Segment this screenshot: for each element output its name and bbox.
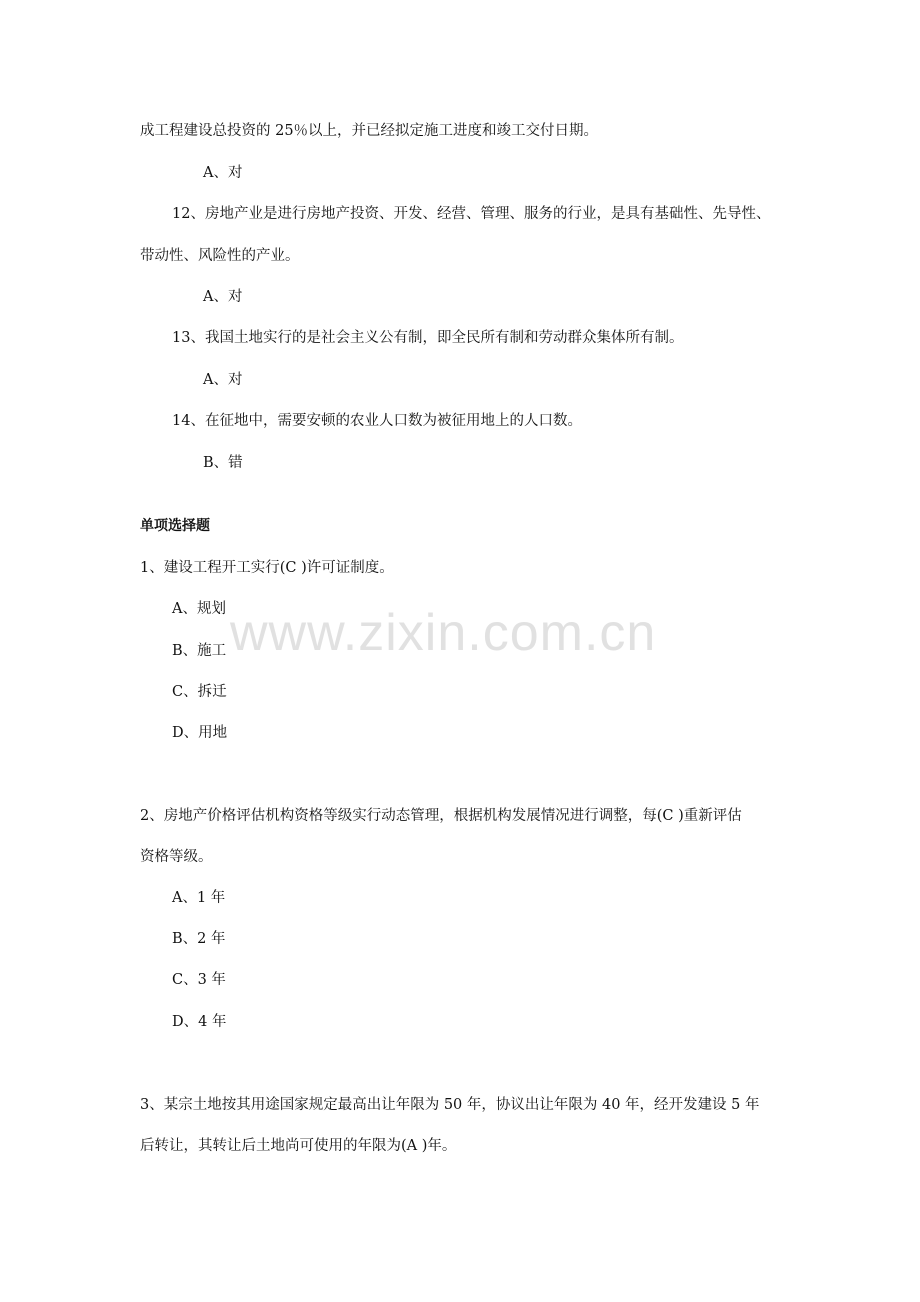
sc-q1-option-d: D、用地 (172, 725, 228, 741)
sc-q1-option-a: A、规划 (172, 601, 226, 617)
sc-q2-option-b: B、2 年 (172, 931, 226, 947)
q11-text-tail: 成工程建设总投资的 25％以上，并已经拟定施工进度和竣工交付日期。 (140, 123, 599, 139)
q11-answer: A、对 (203, 165, 243, 181)
sc-q3-text-line1: 3、某宗土地按其用途国家规定最高出让年限为 50 年，协议出让年限为 40 年，经开发建设 5 年 (140, 1097, 760, 1113)
sc-q3-text-line2: 后转让，其转让后土地尚可使用的年限为(A )年。 (140, 1138, 457, 1154)
sc-q2-text-line1: 2、房地产价格评估机构资格等级实行动态管理，根据机构发展情况进行调整，每(C )重新评估 (140, 808, 742, 824)
q14-answer: B、错 (203, 455, 243, 471)
watermark: www.zixin.com.cn (230, 604, 657, 662)
sc-q2-text-line2: 资格等级。 (140, 849, 213, 865)
q14-text: 14、在征地中，需要安顿的农业人口数为被征用地上的人口数。 (172, 413, 582, 429)
sc-q2-option-a: A、1 年 (172, 890, 226, 906)
sc-q2-option-d: D、4 年 (172, 1014, 227, 1030)
sc-q1-text: 1、建设工程开工实行(C )许可证制度。 (140, 560, 394, 576)
q12-text-line2: 带动性、风险性的产业。 (140, 248, 300, 264)
q12-answer: A、对 (203, 289, 243, 305)
q13-answer: A、对 (203, 372, 243, 388)
sc-q2-option-c: C、3 年 (172, 972, 226, 988)
sc-q1-option-b: B、施工 (172, 643, 227, 659)
q12-text-line1: 12、房地产业是进行房地产投资、开发、经营、管理、服务的行业，是具有基础性、先导性、 (172, 206, 771, 222)
sc-q1-option-c: C、拆迁 (172, 684, 227, 700)
q13-text: 13、我国土地实行的是社会主义公有制，即全民所有制和劳动群众集体所有制。 (172, 330, 684, 346)
section-heading-single-choice: 单项选择题 (140, 518, 210, 534)
